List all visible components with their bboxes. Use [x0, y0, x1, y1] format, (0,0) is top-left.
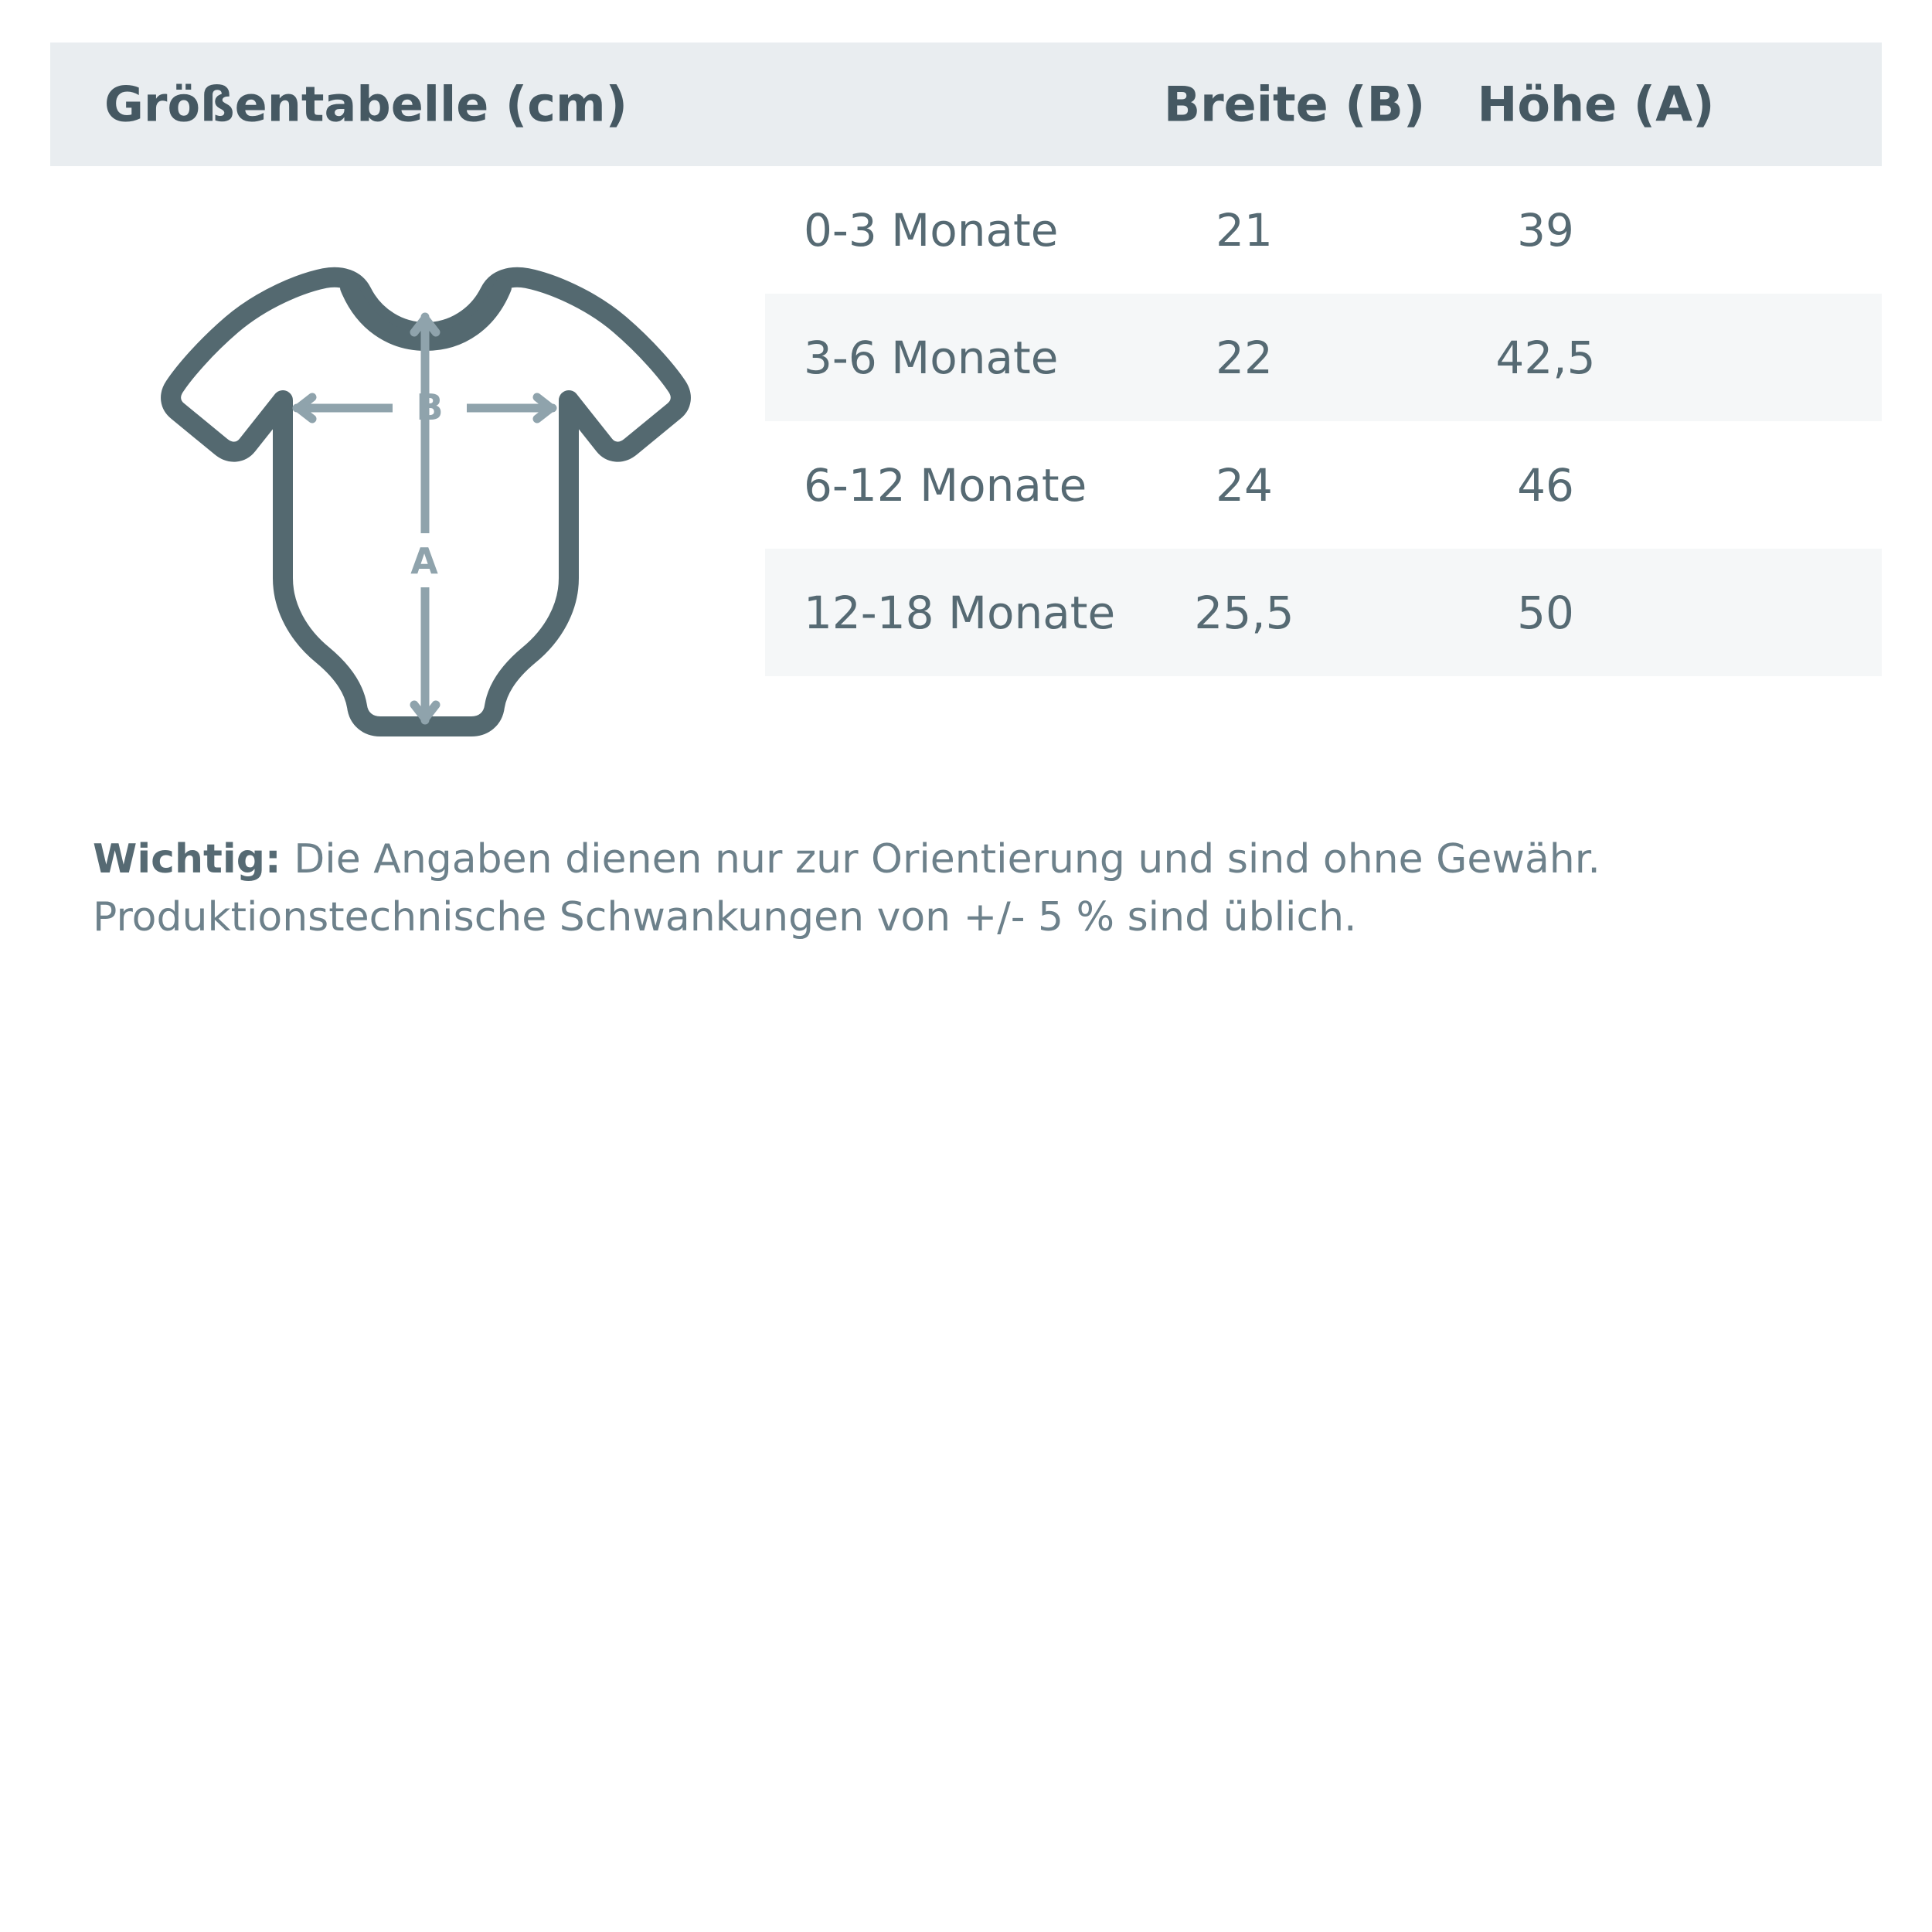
table-row [765, 549, 1882, 676]
height-arrow [414, 317, 436, 720]
page-title: Größentabelle (cm) [104, 76, 628, 133]
cell-size: 12-18 Monate [804, 586, 1116, 639]
table-row [765, 421, 1882, 549]
cell-height: 50 [1517, 586, 1574, 639]
table-row [765, 294, 1882, 421]
table-header [50, 43, 1882, 166]
width-label: B [416, 386, 444, 428]
cell-height: 46 [1517, 458, 1574, 512]
cell-width: 25,5 [1194, 586, 1294, 639]
column-header-height: Höhe (A) [1477, 76, 1715, 133]
cell-width: 22 [1216, 331, 1273, 384]
disclaimer-text: Die Angaben dienen nur zur Orientierung und sind ohne Gewähr. Produktionstechnische Schwankungen von +/- 5 % sind üblich. [93, 836, 1600, 941]
cell-size: 3-6 Monate [804, 331, 1059, 384]
table-row [765, 166, 1882, 294]
cell-width: 24 [1216, 458, 1273, 512]
cell-size: 6-12 Monate [804, 458, 1087, 512]
size-table [765, 166, 1882, 676]
cell-height: 39 [1517, 203, 1574, 257]
column-header-width: Breite (B) [1163, 76, 1426, 133]
cell-width: 21 [1216, 203, 1273, 257]
height-label: A [410, 540, 438, 582]
cell-size: 0-3 Monate [804, 203, 1059, 257]
cell-height: 42,5 [1495, 331, 1596, 384]
baby-bodysuit-icon [147, 232, 703, 773]
disclaimer-lead: Wichtig: [93, 836, 281, 883]
disclaimer-note [93, 831, 1855, 947]
